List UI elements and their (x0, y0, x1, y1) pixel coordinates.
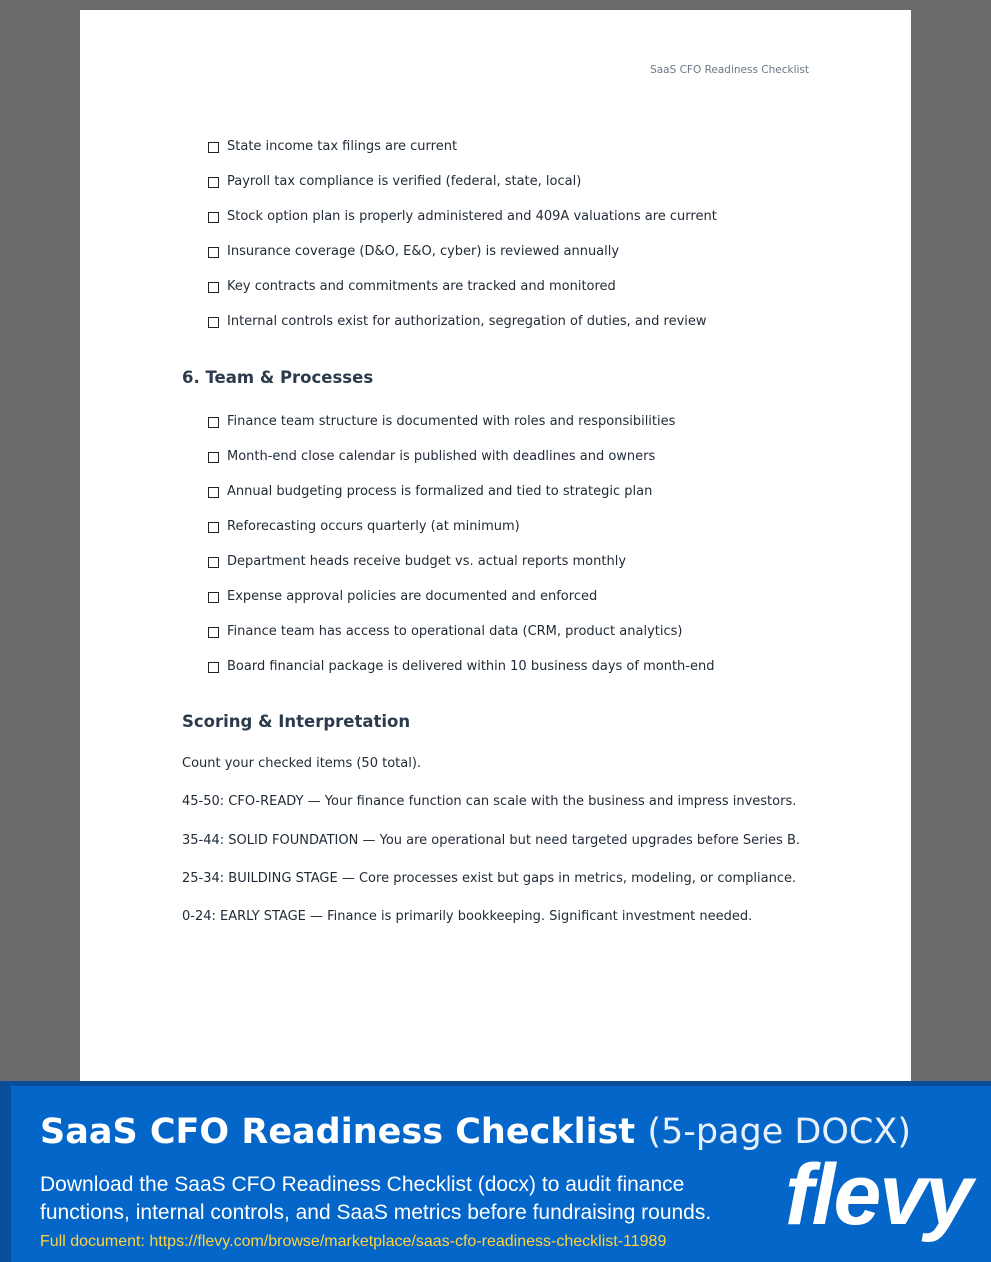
checklist-item[interactable] (208, 174, 717, 209)
checklist-item[interactable] (208, 554, 714, 589)
checklist-item-label: Expense approval policies are documented and enforced (227, 589, 598, 604)
checklist-item-label: Finance team has access to operational data (CRM, product analytics) (227, 624, 683, 639)
checklist-item-label: Insurance coverage (D&O, E&O, cyber) is reviewed annually (227, 244, 620, 259)
checklist-item-label: Finance team structure is documented with roles and responsibilities (227, 414, 676, 429)
scoring-paragraph: 25-34: BUILDING STAGE — Core processes exist but gaps in metrics, modeling, or compliance. (182, 871, 797, 886)
document-page (80, 10, 911, 1081)
section-heading-scoring: Scoring & Interpretation (182, 712, 411, 731)
checklist-item[interactable] (208, 414, 714, 449)
scoring-paragraph: 0-24: EARLY STAGE — Finance is primarily bookkeeping. Significant investment needed. (182, 909, 753, 924)
checkbox-icon[interactable] (208, 487, 219, 498)
checklist-item-label: Reforecasting occurs quarterly (at minimum) (227, 519, 520, 534)
checklist-item-label: State income tax filings are current (227, 139, 458, 154)
scoring-paragraph: 35-44: SOLID FOUNDATION — You are operational but need targeted upgrades before Series B. (182, 833, 801, 848)
checklist-item-label: Board financial package is delivered within 10 business days of month-end (227, 659, 715, 674)
checklist-item-label: Month-end close calendar is published with deadlines and owners (227, 449, 656, 464)
banner-title (40, 1112, 911, 1152)
checklist-item-label: Internal controls exist for authorization, segregation of duties, and review (227, 314, 707, 329)
checklist-item[interactable] (208, 624, 714, 659)
checkbox-icon[interactable] (208, 317, 219, 328)
section-heading-team: 6. Team & Processes (182, 368, 374, 387)
checklist-item-label: Annual budgeting process is formalized and tied to strategic plan (227, 484, 653, 499)
checklist-item-label: Department heads receive budget vs. actual reports monthly (227, 554, 627, 569)
banner-description: Download the SaaS CFO Readiness Checklist (docx) to audit finance functions, internal controls, and SaaS metrics before fundraising rounds. (40, 1173, 712, 1224)
checklist-item[interactable] (208, 449, 714, 484)
checklist-item-label: Key contracts and commitments are tracked and monitored (227, 279, 616, 294)
checklist-item-label: Payroll tax compliance is verified (federal, state, local) (227, 174, 582, 189)
team-checklist (208, 414, 714, 694)
banner-document-link[interactable]: Full document: https://flevy.com/browse/marketplace/saas-cfo-readiness-checklist-11989 (40, 1233, 667, 1250)
flevy-logo[interactable]: flevy (784, 1147, 971, 1243)
banner-title-bold: SaaS CFO Readiness Checklist (40, 1112, 636, 1152)
checklist-item[interactable] (208, 209, 717, 244)
checklist-item[interactable] (208, 519, 714, 554)
checklist-item-label: Stock option plan is properly administered and 409A valuations are current (227, 209, 717, 224)
banner-edge (0, 1086, 11, 1262)
checklist-item[interactable] (208, 659, 714, 694)
compliance-checklist (208, 139, 717, 349)
checkbox-icon[interactable] (208, 282, 219, 293)
checklist-item[interactable] (208, 589, 714, 624)
running-header: SaaS CFO Readiness Checklist (650, 64, 809, 76)
checklist-item[interactable] (208, 244, 717, 279)
checklist-item[interactable] (208, 139, 717, 174)
checklist-item[interactable] (208, 484, 714, 519)
checkbox-icon[interactable] (208, 522, 219, 533)
checklist-item[interactable] (208, 314, 717, 349)
checklist-item[interactable] (208, 279, 717, 314)
checkbox-icon[interactable] (208, 627, 219, 638)
scoring-paragraph: 45-50: CFO-READY — Your finance function can scale with the business and impress investors. (182, 794, 797, 809)
checkbox-icon[interactable] (208, 177, 219, 188)
checkbox-icon[interactable] (208, 142, 219, 153)
checkbox-icon[interactable] (208, 557, 219, 568)
checkbox-icon[interactable] (208, 452, 219, 463)
checkbox-icon[interactable] (208, 212, 219, 223)
banner-title-format: (5-page DOCX) (647, 1112, 912, 1152)
checkbox-icon[interactable] (208, 417, 219, 428)
checkbox-icon[interactable] (208, 247, 219, 258)
checkbox-icon[interactable] (208, 592, 219, 603)
checkbox-icon[interactable] (208, 662, 219, 673)
promo-banner (0, 1081, 991, 1262)
scoring-paragraph: Count your checked items (50 total). (182, 756, 422, 771)
